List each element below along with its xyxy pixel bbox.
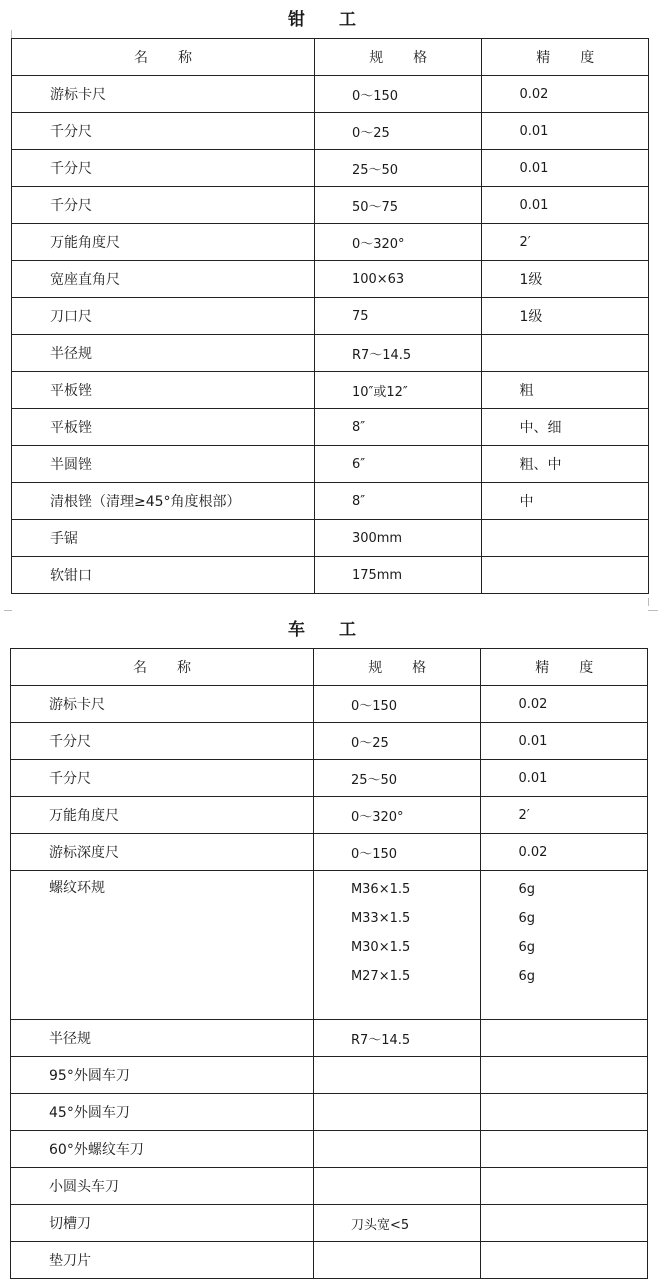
- table-row: 千分尺 25～50 0.01: [12, 150, 649, 187]
- table-row: 小圆头车刀: [11, 1168, 648, 1205]
- table-row: 千分尺 50～75 0.01: [12, 187, 649, 224]
- header-spec: 规格: [314, 39, 482, 76]
- table-row: 60°外螺纹车刀: [11, 1131, 648, 1168]
- table-row: 清根锉（清理≥45°角度根部） 8″ 中: [12, 483, 649, 520]
- section-title-turner: 车 工: [288, 620, 370, 640]
- table-row: 半径规 R7～14.5: [11, 1020, 648, 1057]
- table-row: 千分尺 25～50 0.01: [11, 760, 648, 797]
- table-row: 宽座直角尺 100×63 1级: [12, 261, 649, 298]
- table-row: 刀口尺 75 1级: [12, 298, 649, 335]
- table-row: 千分尺 0～25 0.01: [12, 113, 649, 150]
- table-row: 半圆锉 6″ 粗、中: [12, 446, 649, 483]
- table-row: 垫刀片: [11, 1242, 648, 1279]
- table-row: 游标卡尺 0～150 0.02: [12, 76, 649, 113]
- header-precision: 精度: [481, 649, 648, 686]
- thread-precision-list: 6g 6g 6g 6g: [518, 882, 535, 984]
- header-spec: 规格: [313, 649, 481, 686]
- turner-tools-table: [10, 648, 648, 1279]
- table-header-row: [12, 39, 649, 76]
- table-row: 万能角度尺 0～320° 2′: [11, 797, 648, 834]
- header-precision: 精度: [482, 39, 649, 76]
- table-row: 万能角度尺 0～320° 2′: [12, 224, 649, 261]
- header-name: 名称: [11, 649, 314, 686]
- table-row: 千分尺 0～25 0.01: [11, 723, 648, 760]
- table-row: 45°外圆车刀: [11, 1094, 648, 1131]
- page-corner-mark: [11, 30, 12, 38]
- page-corner-mark: [4, 610, 12, 611]
- header-name: 名称: [12, 39, 315, 76]
- table-row: 软钳口 175mm: [12, 557, 649, 594]
- page-corner-mark: [648, 598, 649, 606]
- table-row-thread-gauge: 螺纹环规 M36×1.5 M33×1.5 M30×1.5 M27×1.5 6g 6g 6g 6g: [11, 871, 648, 1020]
- table-row: 游标深度尺 0～150 0.02: [11, 834, 648, 871]
- table-header-row: [11, 649, 648, 686]
- section-title-fitter: 钳 工: [288, 10, 370, 30]
- table-row: 切槽刀 刀头宽<5: [11, 1205, 648, 1242]
- table-row: 半径规 R7～14.5: [12, 335, 649, 372]
- fitter-tools-table: [11, 38, 649, 594]
- thread-spec-list: M36×1.5 M33×1.5 M30×1.5 M27×1.5: [350, 882, 411, 984]
- table-row: 手锯 300mm: [12, 520, 649, 557]
- table-row: 平板锉 10″或12″ 粗: [12, 372, 649, 409]
- table-row: 游标卡尺 0～150 0.02: [11, 686, 648, 723]
- table-row: 95°外圆车刀: [11, 1057, 648, 1094]
- page-corner-mark: [648, 610, 658, 611]
- table-row: 平板锉 8″ 中、细: [12, 409, 649, 446]
